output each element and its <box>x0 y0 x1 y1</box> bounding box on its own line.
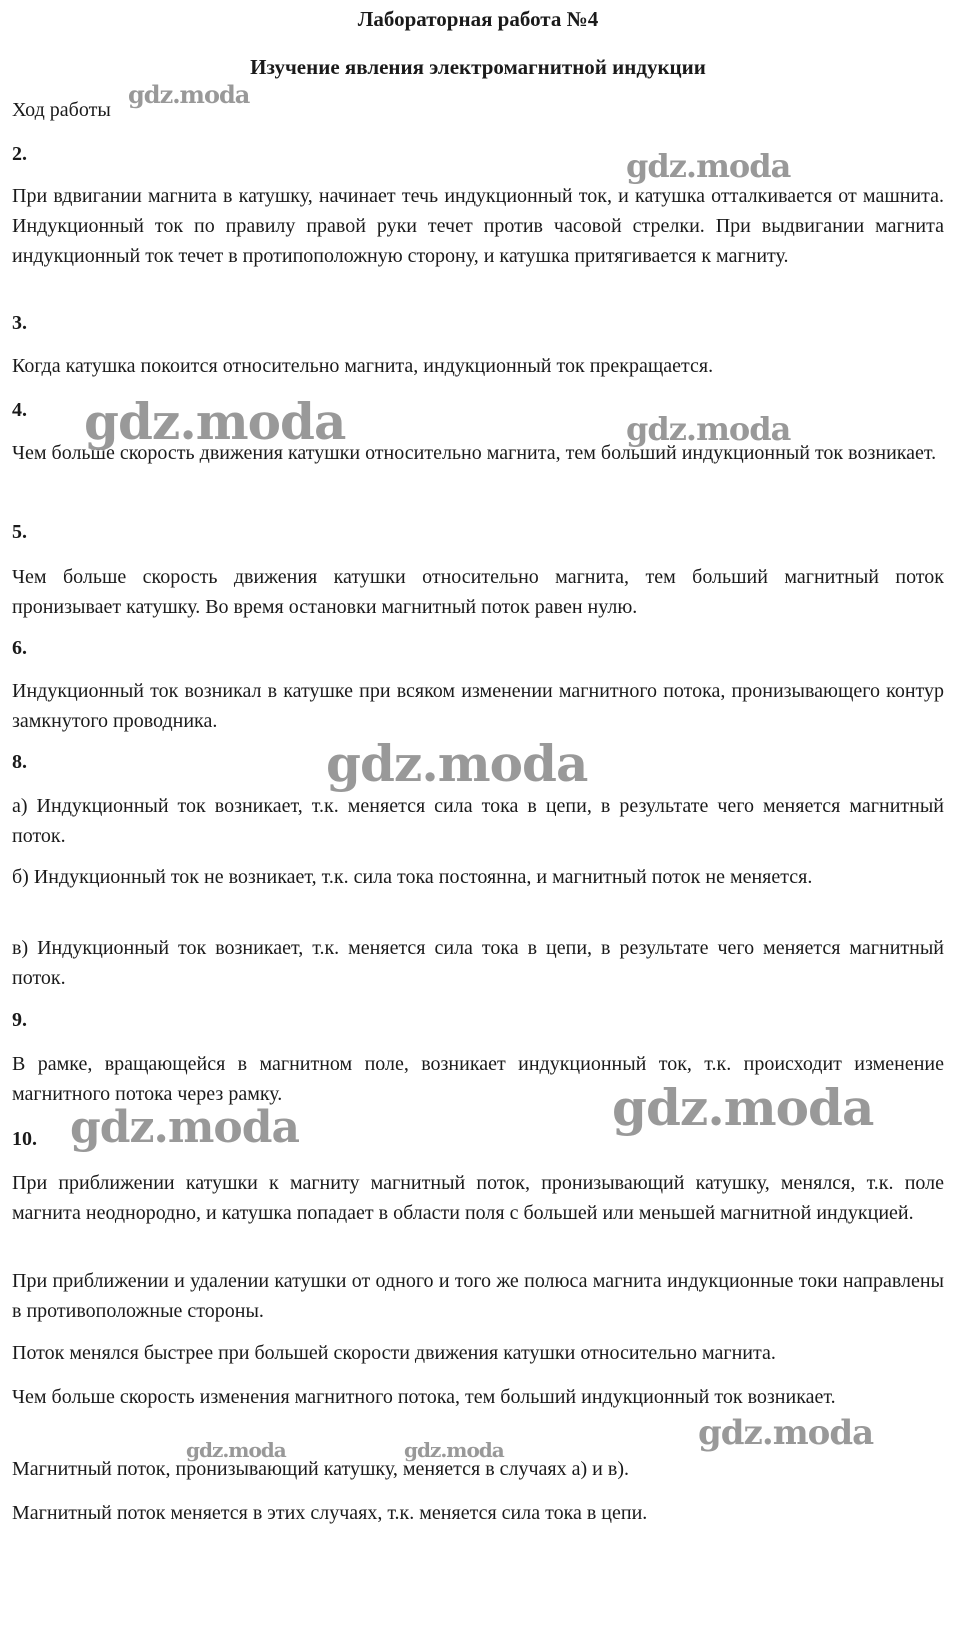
watermark: gdz.moda <box>84 392 346 451</box>
item-number: 2. <box>12 143 27 165</box>
watermark: gdz.moda <box>186 1438 286 1462</box>
document-subtitle: Изучение явления электромагнитной индукции <box>250 55 706 79</box>
item-paragraph: При приближении катушки к магниту магнитный поток, пронизывающий катушку, менялся, т.к. поле магнита неоднородно, и катушка попадает в области поля с большей или меньшей магнитной индукцией. <box>12 1172 944 1224</box>
item-number: 6. <box>12 637 27 659</box>
item-number: 10. <box>12 1128 37 1150</box>
item-paragraph: в) Индукционный ток возникает, т.к. меняется сила тока в цепи, в результате чего меняется магнитный поток. <box>12 937 944 989</box>
item-paragraph: При вдвигании магнита в катушку, начинает течь индукционный ток, и катушка отталкивается от машнита. Индукционный ток по правилу правой руки течет против часовой стрелки. При выдвигании магнита индукционный ток течет в протипоположную сторону, и катушка притягивается к магниту. <box>12 185 944 267</box>
item-paragraph: В рамке, вращающейся в магнитном поле, возникает индукционный ток, т.к. происходит изменение магнитного потока через рамку. <box>12 1053 944 1105</box>
item-paragraph: Магнитный поток меняется в этих случаях, т.к. меняется сила тока в цепи. <box>12 1502 648 1524</box>
item-number: 8. <box>12 751 27 773</box>
watermark: gdz.moda <box>404 1438 504 1462</box>
item-number: 9. <box>12 1009 27 1031</box>
item-paragraph: Чем больше скорость движения катушки относительно магнита, тем больший магнитный поток пронизывает катушку. Во время остановки магнитный поток равен нулю. <box>12 566 944 618</box>
watermark: gdz.moda <box>326 734 588 793</box>
watermark: gdz.moda <box>698 1413 874 1453</box>
item-number: 4. <box>12 399 27 421</box>
item-paragraph: Чем больше скорость движения катушки относительно магнита, тем больший индукционный ток возникает. <box>12 442 937 464</box>
item-paragraph: а) Индукционный ток возникает, т.к. меняется сила тока в цепи, в результате чего меняется магнитный поток. <box>12 795 944 847</box>
watermark: gdz.moda <box>128 80 250 109</box>
document-title: Лабораторная работа №4 <box>357 7 599 31</box>
watermark: gdz.moda <box>626 147 791 185</box>
item-paragraph: Чем больше скорость изменения магнитного потока, тем больший индукционный ток возникает. <box>12 1386 836 1408</box>
watermark: gdz.moda <box>626 410 791 448</box>
item-paragraph: Магнитный поток, пронизывающий катушку, меняется в случаях а) и в). <box>12 1458 629 1480</box>
item-paragraph: Индукционный ток возникал в катушке при всяком изменении магнитного потока, пронизывающего контур замкнутого проводника. <box>12 680 944 732</box>
item-paragraph: При приближении и удалении катушки от одного и того же полюса магнита индукционные токи направлены в противоположные стороны. <box>12 1270 944 1322</box>
section-label: Ход работы <box>12 99 111 121</box>
item-paragraph: б) Индукционный ток не возникает, т.к. сила тока постоянна, и магнитный поток не меняется. <box>12 866 813 888</box>
watermark: gdz.moda <box>612 1078 874 1137</box>
item-paragraph: Поток менялся быстрее при большей скорости движения катушки относительно магнита. <box>12 1342 776 1364</box>
item-paragraph: Когда катушка покоится относительно магнита, индукционный ток прекращается. <box>12 355 714 377</box>
item-number: 3. <box>12 312 27 334</box>
item-number: 5. <box>12 521 27 543</box>
watermark: gdz.moda <box>70 1102 300 1153</box>
